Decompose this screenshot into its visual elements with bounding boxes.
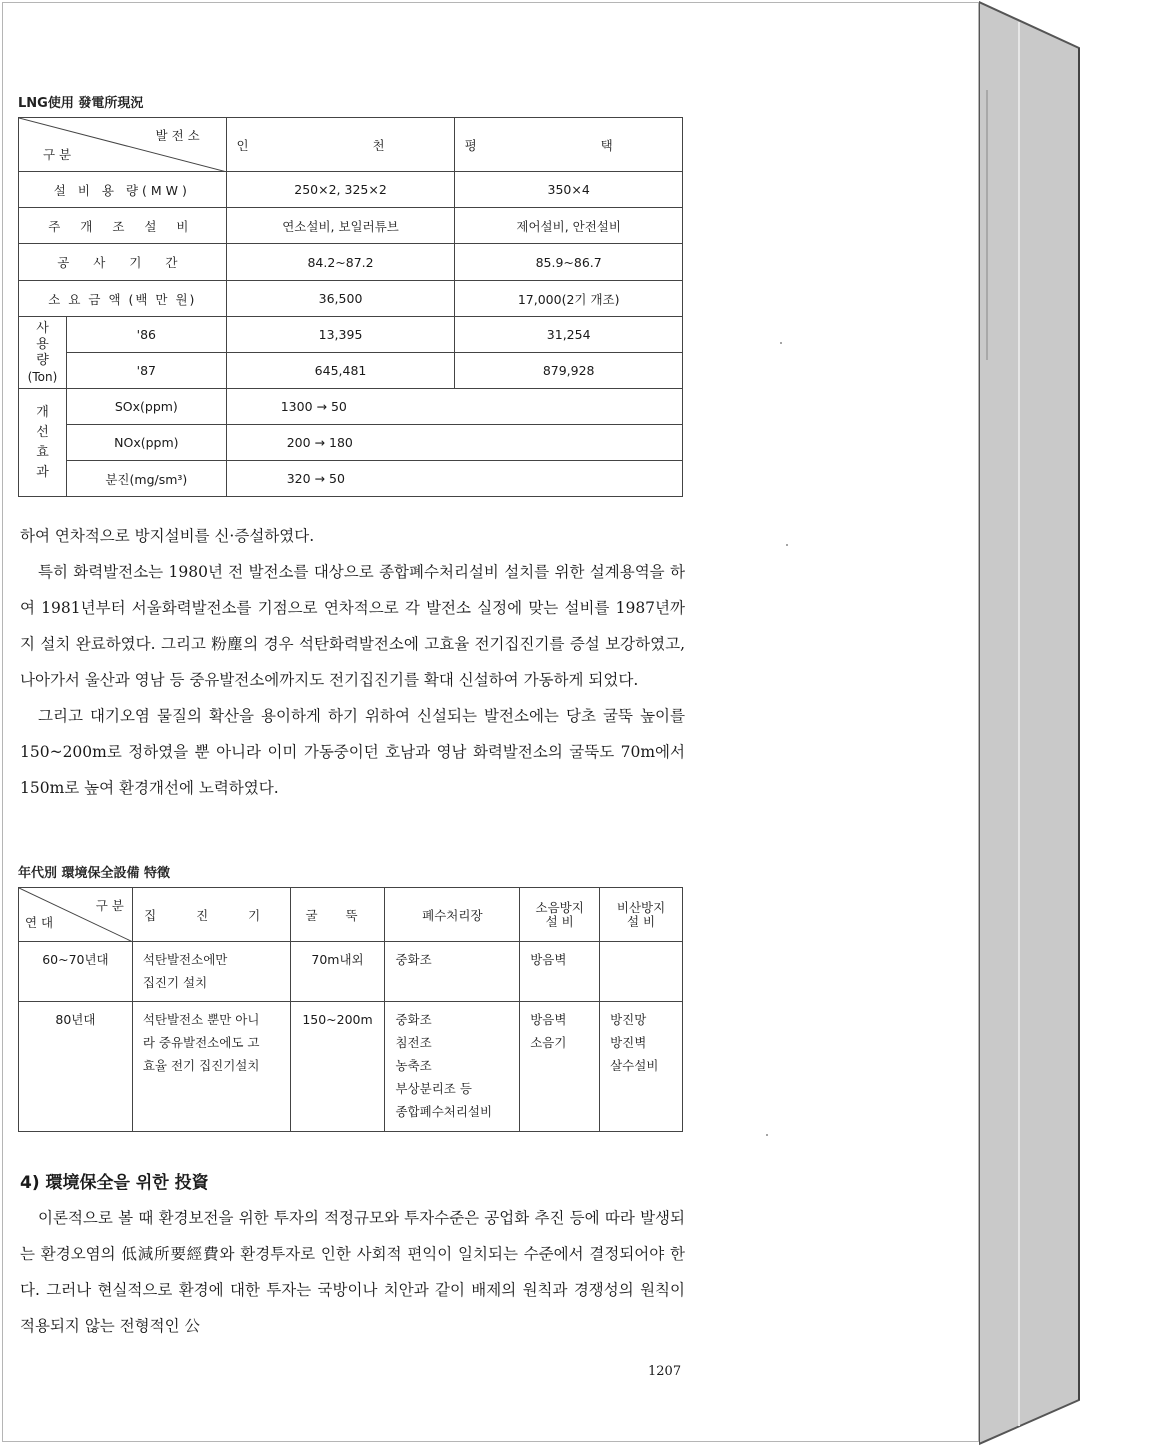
cell: 85.9~86.7 (455, 244, 683, 281)
row-label: 설 비 용 량(MW) (19, 172, 227, 208)
col-wastewater: 폐수처리장 (385, 888, 520, 942)
line: 소음기 (530, 1035, 567, 1050)
line: 농축조 (395, 1058, 432, 1073)
era-cell: 80년대 (19, 1002, 133, 1132)
usage-unit: (Ton) (27, 369, 58, 384)
col-scatter-l1: 비산방지 (616, 899, 666, 915)
chimney-cell: 70m내외 (290, 942, 385, 1002)
cell: 17,000(2기 개조) (455, 281, 683, 317)
effect-item: SOx(ppm) (66, 389, 226, 425)
cell: 84.2~87.2 (226, 244, 455, 281)
effect-group-label (19, 389, 67, 497)
table1-diagonal-header (19, 118, 227, 172)
diag-bottom-label: 연 대 (25, 915, 54, 930)
cell: 645,481 (226, 353, 455, 389)
diag-top-label: 구 분 (95, 898, 124, 913)
wastewater-cell (385, 1002, 520, 1132)
table2-caption: 年代別 環境保全設備 特徵 (18, 866, 171, 881)
table1-caption: LNG使用 發電所現況 (18, 96, 144, 111)
dust-cell (132, 942, 290, 1002)
effect-item: 분진(mg/sm³) (66, 461, 226, 497)
line: 효율 전기 집진기설치 (142, 1058, 260, 1073)
line: 방음벽 (530, 1012, 567, 1027)
col-scatter-l2: 설 비 (626, 913, 656, 929)
cell: 제어설비, 안전설비 (455, 208, 683, 244)
diag-bottom-label: 구 분 (43, 147, 72, 162)
speck (786, 544, 788, 546)
usage-group-label (19, 317, 67, 389)
cell: 350×4 (455, 172, 683, 208)
section-heading: 4) 環境保全을 위한 投資 (20, 1173, 209, 1193)
cell: 879,928 (455, 353, 683, 389)
cell: 36,500 (226, 281, 455, 317)
col-incheon: 인 천 (226, 118, 455, 172)
table2-diagonal-header (19, 888, 133, 942)
col-noise-l1: 소음방지 (535, 899, 584, 915)
cell: 13,395 (226, 317, 455, 353)
effect-value: 200 → 180 (226, 425, 682, 461)
noise-cell (520, 942, 600, 1002)
line: 살수설비 (610, 1058, 659, 1073)
line: 부상분리조 등 (395, 1081, 472, 1096)
effect-value: 320 → 50 (226, 461, 682, 497)
line: 방음벽 (530, 952, 567, 967)
page-number: 1207 (648, 1364, 682, 1379)
chimney-cell: 150~200m (290, 1002, 385, 1132)
cell: 연소설비, 보일러튜브 (226, 208, 455, 244)
cell: 31,254 (455, 317, 683, 353)
body-text-1 (20, 518, 685, 806)
line: 중화조 (395, 1012, 432, 1027)
row-label: 주 개 조 설 비 (19, 208, 227, 244)
line: 석탄발전소에만 (142, 952, 228, 967)
usage-group-text: 사 용 량 (36, 320, 49, 368)
scatter-cell (600, 942, 683, 1002)
col-chimney: 굴 뚝 (290, 888, 385, 942)
row-label: 소 요 금 액 (백 만 원) (19, 281, 227, 317)
line: 집진기 설치 (142, 975, 208, 990)
usage-year: '87 (66, 353, 226, 389)
line: 침전조 (395, 1035, 432, 1050)
effect-value: 1300 → 50 (226, 389, 682, 425)
dust-cell (132, 1002, 290, 1132)
diag-top-label: 발 전 소 (155, 128, 200, 143)
usage-year: '86 (66, 317, 226, 353)
lng-plant-table (18, 117, 683, 497)
line: 방진벽 (610, 1035, 647, 1050)
wastewater-cell (385, 942, 520, 1002)
line: 석탄발전소 뿐만 아니 (142, 1012, 260, 1027)
row-label: 공 사 기 간 (19, 244, 227, 281)
paragraph: 특히 화력발전소는 1980년 전 발전소를 대상으로 종합폐수처리설비 설치를 위한 설계용역을 하여 1981년부터 서울화력발전소를 기점으로 연차적으로 각 발전소 실정에 맞는 설비를 1987년까지 설치 완료하였다. 그리고 粉塵의 경우 석탄화력발전소에 고효율 전기집진기를 증설 보강하였고, 나아가서 울산과 영남 등 중유발전소에까지도 전기집진기를 확대 신설하여 가동하게 되었다. (20, 563, 685, 689)
col-noise (520, 888, 600, 942)
line: 종합폐수처리설비 (395, 1104, 493, 1119)
line: 방진망 (610, 1012, 647, 1027)
speck (780, 342, 782, 344)
cell: 250×2, 325×2 (226, 172, 455, 208)
col-dust-scatter (600, 888, 683, 942)
speck (766, 1134, 768, 1136)
paragraph: 그리고 대기오염 물질의 확산을 용이하게 하기 위하여 신설되는 발전소에는 당초 굴뚝 높이를 150~200m로 정하였을 뿐 아니라 이미 가동중이던 호남과 영남 화력발전소의 굴뚝도 70m에서 150m로 높여 환경개선에 노력하였다. (20, 707, 685, 797)
paragraph: 하여 연차적으로 방지설비를 신·증설하였다. (20, 527, 315, 545)
body-text-2 (20, 1200, 685, 1344)
effect-item: NOx(ppm) (66, 425, 226, 461)
line: 라 중유발전소에도 고 (142, 1035, 260, 1050)
effect-group-text: 개 선 효 과 (36, 404, 49, 480)
paragraph: 이론적으로 볼 때 환경보전을 위한 투자의 적정규모와 투자수준은 공업화 추진 등에 따라 발생되는 환경오염의 低減所要經費와 환경투자로 인한 사회적 편익이 일치되는 수준에서 결정되어야 한다. 그러나 현실적으로 환경에 대한 투자는 국방이나 치안과 같이 배제의 원칙과 경쟁성의 원칙이 적용되지 않는 전형적인 公 (20, 1209, 685, 1335)
scatter-cell (600, 1002, 683, 1132)
line: 중화조 (395, 952, 432, 967)
col-noise-l2: 설 비 (545, 913, 574, 929)
era-equipment-table (18, 887, 683, 1132)
book-edge (979, 0, 1173, 1446)
era-cell: 60~70년대 (19, 942, 133, 1002)
col-pyeongtaek: 평 택 (455, 118, 683, 172)
noise-cell (520, 1002, 600, 1132)
col-dust-collector: 집 진 기 (132, 888, 290, 942)
